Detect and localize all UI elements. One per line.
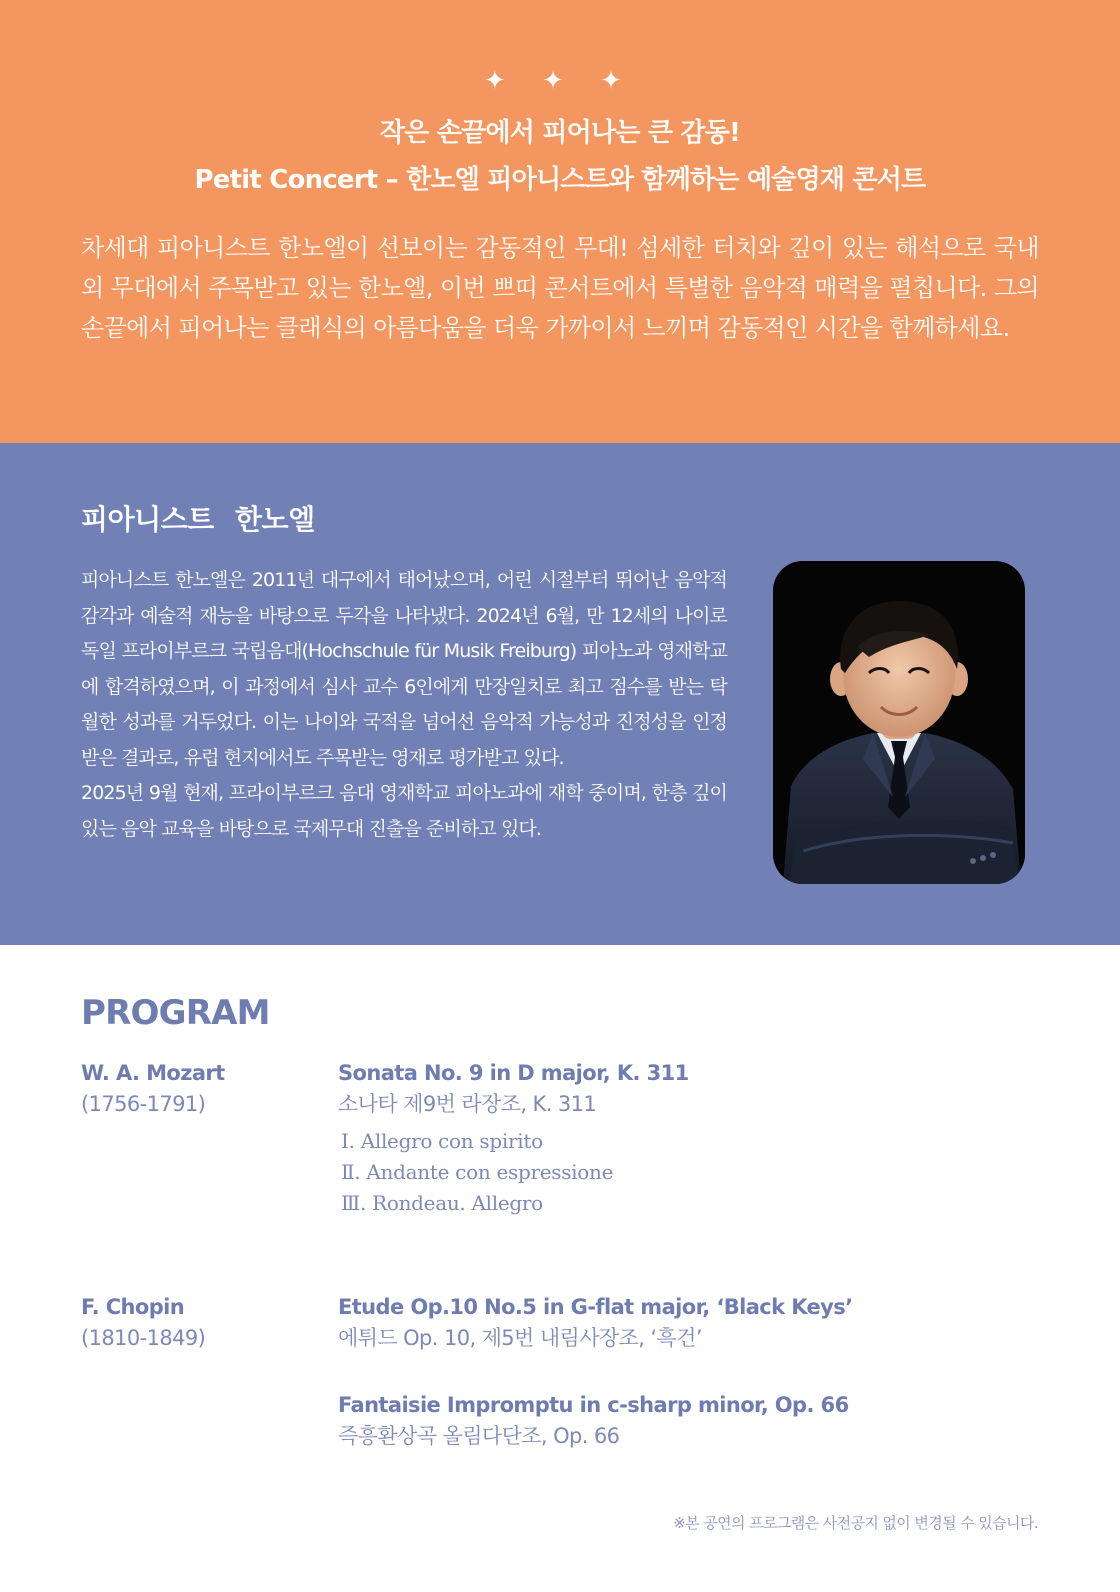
sparkle-icons: ✦ ✦ ✦ xyxy=(484,66,636,96)
program-change-note: ※본 공연의 프로그램은 사전공지 없이 변경될 수 있습니다. xyxy=(673,1514,1038,1532)
portrait-illustration xyxy=(773,561,1025,884)
work-title-en: Fantaisie Impromptu in c-sharp minor, Op. 66 xyxy=(338,1393,849,1417)
program-section xyxy=(0,945,1120,1592)
composer-years: (1756-1791) xyxy=(81,1092,206,1116)
composer-years: (1810-1849) xyxy=(81,1326,206,1350)
work-title-ko: 소나타 제9번 라장조, K. 311 xyxy=(338,1092,597,1116)
composer-mozart xyxy=(81,1058,225,1120)
intro-paragraph: 차세대 피아니스트 한노엘이 선보이는 감동적인 무대! 섬세한 터치와 깊이 있는 해석으로 국내외 무대에서 주목받고 있는 한노엘, 이번 쁘띠 콘서트에서 특별한 음악적 매력을 펼칩니다. 그의 손끝에서 피어나는 클래식의 아름다움을 더욱 가까이서 느끼며 감동적인 시간을 함께하세요. xyxy=(81,234,1039,342)
movement-item: Ⅲ. Rondeau. Allegro xyxy=(341,1191,543,1215)
program-title: PROGRAM xyxy=(81,993,270,1033)
work-title-en: Sonata No. 9 in D major, K. 311 xyxy=(338,1061,689,1085)
pianist-portrait-photo xyxy=(773,561,1025,884)
work-mozart-sonata xyxy=(338,1058,689,1120)
intro-section xyxy=(0,0,1120,443)
movement-item: Ⅰ. Allegro con spirito xyxy=(341,1129,543,1153)
bio-paragraph-1: 피아니스트 한노엘은 2011년 대구에서 태어났으며, 어린 시절부터 뛰어난 음악적 감각과 예술적 재능을 바탕으로 두각을 나타냈다. 2024년 6월, 만 12세의 나이로 독일 프라이부르크 국립음대(Hochschule für Musik Freiburg) 피아노과 영재학교에 합격하였으며, 이 과정에서 심사 교수 6인에게 만장일치로 최고 점수를 받는 탁월한 성과를 거두었다. 이는 나이와 국적을 넘어선 음악적 가능성과 진정성을 인정받은 결과로, 유럽 현지에서도 주목받는 영재로 평가받고 있다. xyxy=(81,569,727,769)
movement-list xyxy=(341,1126,613,1219)
biography-section xyxy=(0,443,1120,945)
work-chopin-impromptu xyxy=(338,1390,849,1452)
movement-item: Ⅱ. Andante con espressione xyxy=(341,1160,614,1184)
bio-text xyxy=(81,563,727,847)
bio-paragraph-2: 2025년 9월 현재, 프라이부르크 음대 영재학교 피아노과에 재학 중이며, 한층 깊이 있는 음악 교육을 바탕으로 국제무대 진출을 준비하고 있다. xyxy=(81,782,727,840)
composer-chopin xyxy=(81,1292,205,1354)
bio-heading: 피아니스트 한노엘 xyxy=(81,503,315,536)
headline-line1: 작은 손끝에서 피어나는 큰 감동! xyxy=(379,118,741,148)
work-title-ko: 즉흥환상곡 올림다단조, Op. 66 xyxy=(338,1424,620,1448)
work-title-en: Etude Op.10 No.5 in G-flat major, ‘Black Keys’ xyxy=(338,1295,853,1319)
work-chopin-etude xyxy=(338,1292,853,1354)
work-title-ko: 에튀드 Op. 10, 제5번 내림사장조, ‘흑건’ xyxy=(338,1326,702,1350)
composer-name: W. A. Mozart xyxy=(81,1061,225,1085)
headline-line2: Petit Concert – 한노엘 피아니스트와 함께하는 예술영재 콘서트 xyxy=(194,165,926,195)
composer-name: F. Chopin xyxy=(81,1295,185,1319)
